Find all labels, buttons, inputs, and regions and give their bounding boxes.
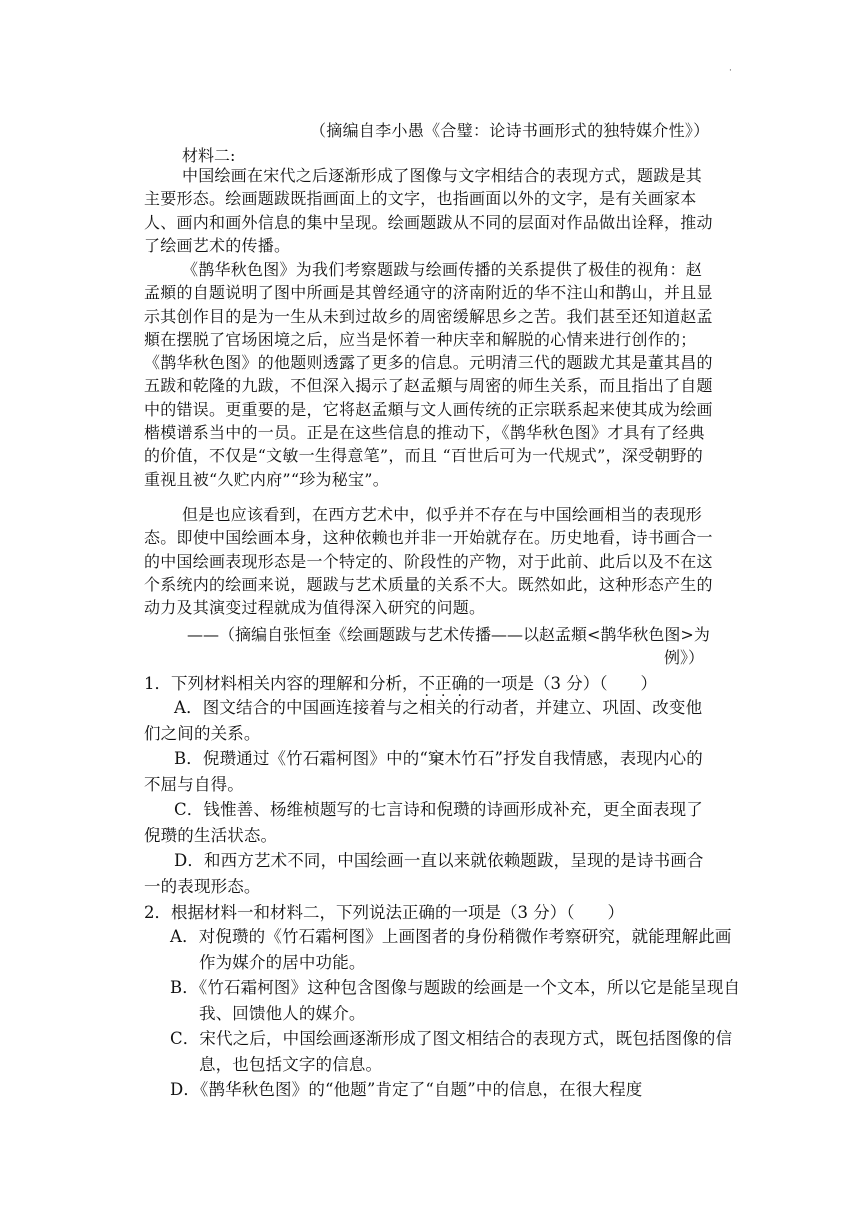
material-2-label: 材料二:	[182, 146, 236, 165]
corner-mark: ·	[729, 66, 732, 76]
material-2-paragraph-3: 但是也应该看到，在西方艺术中，似乎并不存在与中国绘画相当的表现形态。即使中国绘画本身，这种依赖也并非一开始就存在。历史地看，诗书画合一的中国绘画表现形态是一个特定的、阶段性的产物，对于此前、此后以及不在这个系统内的绘画来说，题跋与艺术质量的关系不大。既然如此，这种形态产生的动力及其演变过程就成为值得深入研究的问题。	[144, 505, 713, 618]
emphasis-char: 不	[418, 674, 435, 693]
question-1-option-c: C．钱惟善、杨维桢题写的七言诗和倪瓒的诗画形成补充，更全面表现了倪瓒的生活状态。	[144, 800, 703, 845]
question-2-option-b: B．《竹石霜柯图》这种包含图像与题跋的绘画是一个文本，所以它是能呈现自我、回馈他人的媒介。	[170, 978, 741, 1023]
source-citation-2-end: 例》）	[664, 648, 705, 667]
question-1-option-d: D．和西方艺术不同，中国绘画一直以来就依赖题跋，呈现的是诗书画合一的表现形态。	[144, 851, 704, 896]
question-1-option-b: B．倪瓒通过《竹石霜柯图》中的“窠木竹石”抒发自我情感，表现内心的不屈与自得。	[144, 749, 703, 794]
question-1-stem: 1．下列材料相关内容的理解和分析，不正确的一项是（3 分）（ ）	[144, 674, 657, 693]
question-2-option-d: D．《鹊华秋色图》的“他题”肯定了“自题”中的信息，在很大程度	[170, 1080, 643, 1099]
question-1-option-a: A．图文结合的中国画连接着与之相关的行动者，并建立、巩固、改变他们之间的关系。	[144, 698, 703, 743]
question-2-option-a: A．对倪瓒的《竹石霜柯图》上画图者的身份稍微作考察研究，就能理解此画作为媒介的居中功能。	[170, 927, 732, 972]
question-2-option-c: C．宋代之后，中国绘画逐渐形成了图文相结合的表现方式，既包括图像的信息，也包括文字的信息。	[170, 1029, 733, 1074]
material-2-paragraph-1: 中国绘画在宋代之后逐渐形成了图像与文字相结合的表现方式，题跋是其主要形态。绘画题跋既指画面上的文字，也指画面以外的文字，是有关画家本人、画内和画外信息的集中呈现。绘画题跋从不同的层面对作品做出诠释，推动了绘画艺术的传播。	[144, 166, 713, 255]
emphasis-char: 确	[451, 674, 468, 693]
source-citation-2: ——（摘编自张恒奎《绘画题跋与艺术传播——以赵孟頫<鹊华秋色图>为	[187, 625, 710, 644]
emphasis-char: 正	[435, 674, 452, 693]
question-2-stem: 2．根据材料一和材料二，下列说法正确的一项是（3 分）（ ）	[144, 903, 624, 922]
source-citation-1: （摘编自李小愚《合璧：论诗书画形式的独特媒介性》）	[310, 121, 710, 140]
material-2-paragraph-2: 《鹊华秋色图》为我们考察题跋与绘画传播的关系提供了极佳的视角：赵孟頫的自题说明了图中所画是其曾经通守的济南附近的华不注山和鹊山，并且显示其创作目的是为一生从未到过故乡的周密缓解思乡之苦。我们甚至还知道赵孟頫在摆脱了官场困境之后，应当是怀着一种庆幸和解脱的心情来进行创作的；《鹊华秋色图》的他题则透露了更多的信息。元明清三代的题跋尤其是董其昌的五跋和乾隆的九跋，不但深入揭示了赵孟頫与周密的师生关系，而且指出了自题中的错误。更重要的是，它将赵孟頫与文人画传统的正宗联系起来使其成为绘画楷模谱系当中的一员。正是在这些信息的推动下，《鹊华秋色图》才具有了经典的价值，不仅是“文敏一生得意笔”，而且 “百世后可为一代规式”，深受朝野的重视且被“久贮内府”“珍为秘宝”。	[144, 260, 713, 489]
